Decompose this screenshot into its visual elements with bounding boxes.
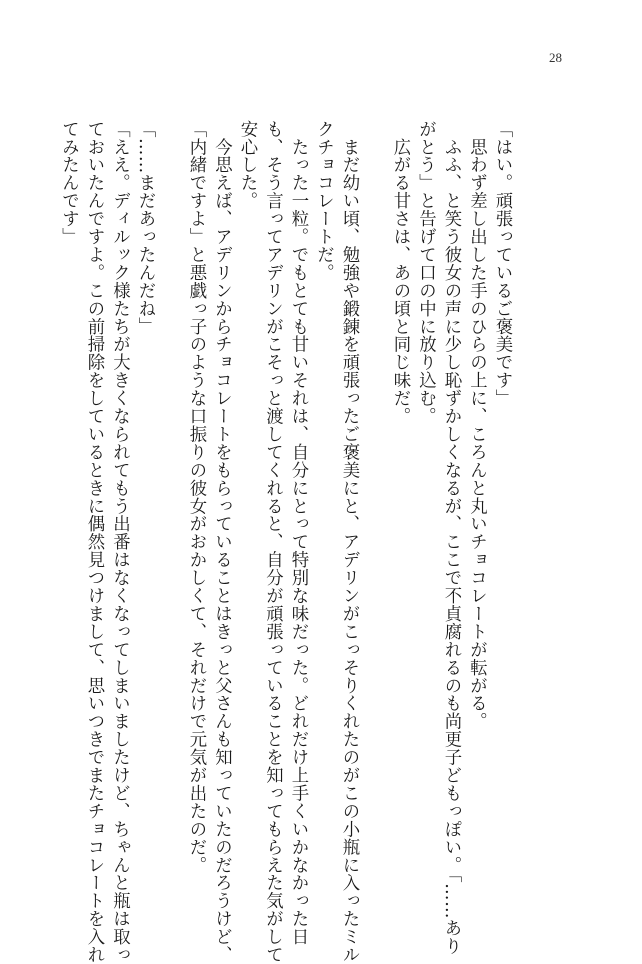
page-number: 28 [549,50,562,65]
body-text [55,120,514,964]
blank-line [157,120,183,800]
text-line: ておいたんですよ。この前掃除をしているときに偶然見つけまして、思いつきでまたチョコレートを入れ [84,120,104,964]
text-line: 「ええ。ディルック様たちが大きくなられてもう出番はなくなってしまいましたけど、ちゃんと瓶は取っ [109,120,130,964]
text-line: 「……まだあったんだね」 [135,120,155,336]
text-line: がとう」と告げて口の中に放り込む。 [415,120,436,426]
text-line: 安心した。 [237,120,257,210]
text-line: 今思えば、アデリンからチョコレートをもらっていることはきっと父さんも知っていたのだろうけど、 [211,120,232,964]
text-line: たった一粒。でもとても甘いそれは、自分にとって特別な味だった。どれだけ上手くいかなかった日 [288,120,308,946]
text-line: まだ幼い頃、勉強や鍛錬を頑張ったご褒美にと、アデリンがこっそりくれたのがこの小瓶に入ったミル [339,120,359,964]
text-line: 「内緒ですよ」と悪戯っ子のような口振りの彼女がおかしくて、それだけで元気が出たのだ。 [186,120,206,874]
text-line: 「はい。頑張っているご褒美です」 [492,120,512,408]
text-line: も、そう言ってアデリンがこそっと渡してくれると、自分が頑張っていることを知ってもらえた気がして [262,120,283,964]
text-line: 広がる甘さは、あの頃と同じ味だ。 [390,120,410,426]
text-line: ふふ、と笑う彼女の声に少し恥ずかしくなるが、ここで不貞腐れるのも尚更子どもっぽい。「……あり [441,120,461,955]
text-line: 思わず差し出した手のひらの上に、ころんと丸いチョコレートが転がる。 [466,120,487,731]
text-line: クチョコレートだ。 [313,120,334,282]
text-line: てみたんです」 [58,120,79,246]
blank-line [361,120,387,800]
